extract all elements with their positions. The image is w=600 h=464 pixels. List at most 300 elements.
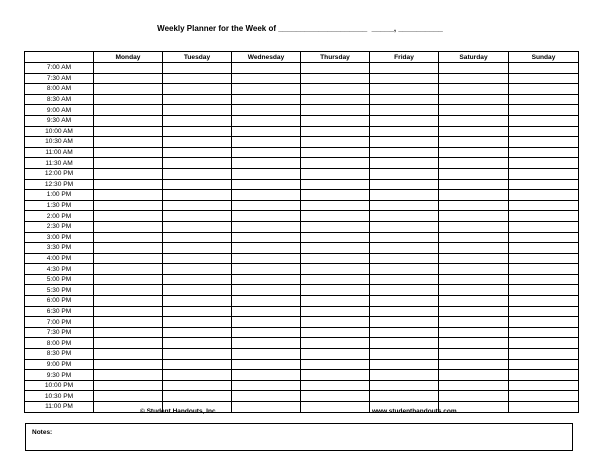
planner-cell-thursday[interactable] bbox=[301, 126, 370, 137]
planner-cell-wednesday[interactable] bbox=[232, 168, 301, 179]
planner-cell-wednesday[interactable] bbox=[232, 253, 301, 264]
table-row bbox=[25, 274, 579, 285]
day-header-friday: Friday bbox=[370, 52, 439, 63]
planner-cell-friday[interactable] bbox=[370, 285, 439, 296]
planner-cell-tuesday[interactable] bbox=[163, 349, 232, 360]
planner-cell-tuesday[interactable] bbox=[163, 380, 232, 391]
planner-cell-thursday[interactable] bbox=[301, 115, 370, 126]
time-slot-label: 5:00 PM bbox=[25, 274, 94, 285]
planner-cell-friday[interactable] bbox=[370, 105, 439, 116]
planner-cell-thursday[interactable] bbox=[301, 285, 370, 296]
table-row bbox=[25, 158, 579, 169]
corner-cell bbox=[25, 52, 94, 63]
planner-cell-saturday[interactable] bbox=[439, 317, 509, 328]
planner-cell-saturday[interactable] bbox=[439, 359, 509, 370]
planner-cell-thursday[interactable] bbox=[301, 190, 370, 201]
day-header-sunday: Sunday bbox=[509, 52, 579, 63]
planner-cell-friday[interactable] bbox=[370, 264, 439, 275]
notes-label: Notes: bbox=[32, 429, 53, 436]
time-slot-label: 3:30 PM bbox=[25, 243, 94, 254]
planner-cell-tuesday[interactable] bbox=[163, 359, 232, 370]
planner-cell-thursday[interactable] bbox=[301, 137, 370, 148]
planner-cell-sunday[interactable] bbox=[509, 158, 579, 169]
planner-cell-saturday[interactable] bbox=[439, 190, 509, 201]
time-slot-label: 10:00 PM bbox=[25, 380, 94, 391]
planner-cell-wednesday[interactable] bbox=[232, 147, 301, 158]
planner-cell-sunday[interactable] bbox=[509, 168, 579, 179]
planner-cell-wednesday[interactable] bbox=[232, 317, 301, 328]
planner-cell-friday[interactable] bbox=[370, 126, 439, 137]
planner-cell-sunday[interactable] bbox=[509, 327, 579, 338]
planner-cell-saturday[interactable] bbox=[439, 147, 509, 158]
table-row bbox=[25, 264, 579, 275]
planner-cell-thursday[interactable] bbox=[301, 211, 370, 222]
table-row bbox=[25, 200, 579, 211]
time-slot-label: 4:00 PM bbox=[25, 253, 94, 264]
planner-cell-wednesday[interactable] bbox=[232, 370, 301, 381]
planner-cell-monday[interactable] bbox=[94, 126, 163, 137]
planner-cell-monday[interactable] bbox=[94, 243, 163, 254]
table-row bbox=[25, 168, 579, 179]
planner-cell-tuesday[interactable] bbox=[163, 370, 232, 381]
planner-cell-saturday[interactable] bbox=[439, 253, 509, 264]
planner-cell-thursday[interactable] bbox=[301, 402, 370, 413]
table-row bbox=[25, 338, 579, 349]
planner-cell-wednesday[interactable] bbox=[232, 327, 301, 338]
planner-cell-friday[interactable] bbox=[370, 380, 439, 391]
planner-cell-tuesday[interactable] bbox=[163, 317, 232, 328]
planner-cell-friday[interactable] bbox=[370, 232, 439, 243]
planner-cell-wednesday[interactable] bbox=[232, 338, 301, 349]
planner-cell-friday[interactable] bbox=[370, 84, 439, 95]
planner-cell-wednesday[interactable] bbox=[232, 200, 301, 211]
planner-cell-tuesday[interactable] bbox=[163, 211, 232, 222]
time-slot-label: 8:30 AM bbox=[25, 94, 94, 105]
planner-cell-monday[interactable] bbox=[94, 179, 163, 190]
planner-cell-monday[interactable] bbox=[94, 274, 163, 285]
planner-cell-tuesday[interactable] bbox=[163, 147, 232, 158]
planner-cell-friday[interactable] bbox=[370, 63, 439, 74]
planner-cell-tuesday[interactable] bbox=[163, 137, 232, 148]
day-header-thursday: Thursday bbox=[301, 52, 370, 63]
time-slot-label: 8:00 PM bbox=[25, 338, 94, 349]
time-slot-label: 9:30 AM bbox=[25, 115, 94, 126]
planner-cell-wednesday[interactable] bbox=[232, 137, 301, 148]
planner-cell-sunday[interactable] bbox=[509, 115, 579, 126]
planner-cell-friday[interactable] bbox=[370, 168, 439, 179]
planner-cell-thursday[interactable] bbox=[301, 73, 370, 84]
planner-cell-friday[interactable] bbox=[370, 274, 439, 285]
planner-cell-friday[interactable] bbox=[370, 147, 439, 158]
footer-website: www.studenthandouts.com bbox=[372, 408, 457, 415]
planner-cell-wednesday[interactable] bbox=[232, 63, 301, 74]
planner-cell-sunday[interactable] bbox=[509, 402, 579, 413]
planner-cell-saturday[interactable] bbox=[439, 84, 509, 95]
table-row bbox=[25, 402, 579, 413]
planner-cell-friday[interactable] bbox=[370, 73, 439, 84]
table-row bbox=[25, 317, 579, 328]
planner-cell-thursday[interactable] bbox=[301, 274, 370, 285]
planner-cell-sunday[interactable] bbox=[509, 274, 579, 285]
planner-cell-monday[interactable] bbox=[94, 370, 163, 381]
planner-cell-sunday[interactable] bbox=[509, 73, 579, 84]
planner-cell-saturday[interactable] bbox=[439, 285, 509, 296]
planner-cell-sunday[interactable] bbox=[509, 179, 579, 190]
planner-cell-wednesday[interactable] bbox=[232, 264, 301, 275]
time-slot-label: 7:00 AM bbox=[25, 63, 94, 74]
planner-cell-monday[interactable] bbox=[94, 359, 163, 370]
planner-cell-friday[interactable] bbox=[370, 296, 439, 307]
planner-cell-thursday[interactable] bbox=[301, 94, 370, 105]
table-row bbox=[25, 126, 579, 137]
planner-cell-thursday[interactable] bbox=[301, 200, 370, 211]
planner-cell-saturday[interactable] bbox=[439, 274, 509, 285]
planner-cell-monday[interactable] bbox=[94, 63, 163, 74]
planner-cell-sunday[interactable] bbox=[509, 253, 579, 264]
planner-cell-sunday[interactable] bbox=[509, 349, 579, 360]
time-slot-label: 7:30 AM bbox=[25, 73, 94, 84]
time-slot-label: 1:30 PM bbox=[25, 200, 94, 211]
planner-cell-sunday[interactable] bbox=[509, 221, 579, 232]
planner-cell-wednesday[interactable] bbox=[232, 126, 301, 137]
table-row bbox=[25, 179, 579, 190]
planner-cell-thursday[interactable] bbox=[301, 306, 370, 317]
planner-cell-friday[interactable] bbox=[370, 327, 439, 338]
planner-cell-wednesday[interactable] bbox=[232, 94, 301, 105]
planner-cell-monday[interactable] bbox=[94, 317, 163, 328]
table-row bbox=[25, 370, 579, 381]
time-slot-label: 6:30 PM bbox=[25, 306, 94, 317]
planner-cell-saturday[interactable] bbox=[439, 391, 509, 402]
planner-cell-tuesday[interactable] bbox=[163, 115, 232, 126]
planner-cell-monday[interactable] bbox=[94, 380, 163, 391]
planner-cell-saturday[interactable] bbox=[439, 158, 509, 169]
planner-cell-thursday[interactable] bbox=[301, 380, 370, 391]
table-row bbox=[25, 232, 579, 243]
time-slot-label: 7:00 PM bbox=[25, 317, 94, 328]
planner-cell-monday[interactable] bbox=[94, 190, 163, 201]
day-header-tuesday: Tuesday bbox=[163, 52, 232, 63]
planner-cell-monday[interactable] bbox=[94, 115, 163, 126]
table-row bbox=[25, 137, 579, 148]
planner-cell-sunday[interactable] bbox=[509, 264, 579, 275]
time-slot-label: 11:00 PM bbox=[25, 402, 94, 413]
planner-cell-sunday[interactable] bbox=[509, 94, 579, 105]
planner-cell-thursday[interactable] bbox=[301, 147, 370, 158]
day-header-wednesday: Wednesday bbox=[232, 52, 301, 63]
planner-cell-thursday[interactable] bbox=[301, 221, 370, 232]
planner-cell-sunday[interactable] bbox=[509, 84, 579, 95]
planner-cell-monday[interactable] bbox=[94, 391, 163, 402]
planner-cell-friday[interactable] bbox=[370, 211, 439, 222]
planner-cell-friday[interactable] bbox=[370, 137, 439, 148]
planner-cell-monday[interactable] bbox=[94, 232, 163, 243]
planner-cell-wednesday[interactable] bbox=[232, 105, 301, 116]
planner-cell-wednesday[interactable] bbox=[232, 274, 301, 285]
planner-cell-saturday[interactable] bbox=[439, 63, 509, 74]
planner-cell-sunday[interactable] bbox=[509, 380, 579, 391]
planner-cell-monday[interactable] bbox=[94, 296, 163, 307]
planner-cell-saturday[interactable] bbox=[439, 306, 509, 317]
planner-cell-monday[interactable] bbox=[94, 94, 163, 105]
table-row bbox=[25, 296, 579, 307]
planner-cell-monday[interactable] bbox=[94, 349, 163, 360]
planner-cell-wednesday[interactable] bbox=[232, 285, 301, 296]
planner-cell-tuesday[interactable] bbox=[163, 179, 232, 190]
planner-cell-friday[interactable] bbox=[370, 221, 439, 232]
time-slot-label: 2:00 PM bbox=[25, 211, 94, 222]
planner-cell-tuesday[interactable] bbox=[163, 232, 232, 243]
time-slot-label: 9:00 AM bbox=[25, 105, 94, 116]
planner-cell-wednesday[interactable] bbox=[232, 115, 301, 126]
planner-cell-thursday[interactable] bbox=[301, 296, 370, 307]
planner-cell-tuesday[interactable] bbox=[163, 338, 232, 349]
planner-cell-saturday[interactable] bbox=[439, 168, 509, 179]
planner-cell-thursday[interactable] bbox=[301, 243, 370, 254]
planner-cell-monday[interactable] bbox=[94, 147, 163, 158]
planner-cell-wednesday[interactable] bbox=[232, 179, 301, 190]
planner-cell-saturday[interactable] bbox=[439, 264, 509, 275]
time-slot-label: 11:30 AM bbox=[25, 158, 94, 169]
planner-cell-sunday[interactable] bbox=[509, 211, 579, 222]
planner-cell-sunday[interactable] bbox=[509, 200, 579, 211]
planner-cell-sunday[interactable] bbox=[509, 190, 579, 201]
planner-cell-monday[interactable] bbox=[94, 158, 163, 169]
planner-cell-friday[interactable] bbox=[370, 306, 439, 317]
time-slot-label: 4:30 PM bbox=[25, 264, 94, 275]
time-slot-label: 10:30 AM bbox=[25, 137, 94, 148]
planner-cell-monday[interactable] bbox=[94, 84, 163, 95]
planner-cell-tuesday[interactable] bbox=[163, 306, 232, 317]
planner-cell-monday[interactable] bbox=[94, 264, 163, 275]
planner-cell-monday[interactable] bbox=[94, 211, 163, 222]
planner-cell-thursday[interactable] bbox=[301, 264, 370, 275]
planner-cell-saturday[interactable] bbox=[439, 94, 509, 105]
planner-cell-tuesday[interactable] bbox=[163, 264, 232, 275]
planner-cell-saturday[interactable] bbox=[439, 137, 509, 148]
planner-cell-monday[interactable] bbox=[94, 73, 163, 84]
planner-cell-sunday[interactable] bbox=[509, 391, 579, 402]
planner-cell-wednesday[interactable] bbox=[232, 84, 301, 95]
planner-cell-wednesday[interactable] bbox=[232, 402, 301, 413]
planner-cell-thursday[interactable] bbox=[301, 232, 370, 243]
table-row bbox=[25, 147, 579, 158]
planner-cell-tuesday[interactable] bbox=[163, 296, 232, 307]
time-slot-label: 5:30 PM bbox=[25, 285, 94, 296]
planner-cell-friday[interactable] bbox=[370, 317, 439, 328]
time-slot-label: 1:00 PM bbox=[25, 190, 94, 201]
planner-cell-tuesday[interactable] bbox=[163, 190, 232, 201]
planner-cell-wednesday[interactable] bbox=[232, 158, 301, 169]
planner-cell-sunday[interactable] bbox=[509, 243, 579, 254]
time-slot-label: 8:00 AM bbox=[25, 84, 94, 95]
time-slot-label: 10:30 PM bbox=[25, 391, 94, 402]
planner-cell-sunday[interactable] bbox=[509, 137, 579, 148]
planner-cell-saturday[interactable] bbox=[439, 243, 509, 254]
planner-cell-monday[interactable] bbox=[94, 137, 163, 148]
planner-cell-sunday[interactable] bbox=[509, 285, 579, 296]
time-slot-label: 3:00 PM bbox=[25, 232, 94, 243]
planner-cell-thursday[interactable] bbox=[301, 179, 370, 190]
planner-cell-saturday[interactable] bbox=[439, 179, 509, 190]
planner-cell-sunday[interactable] bbox=[509, 232, 579, 243]
planner-cell-wednesday[interactable] bbox=[232, 306, 301, 317]
planner-cell-friday[interactable] bbox=[370, 158, 439, 169]
planner-cell-saturday[interactable] bbox=[439, 349, 509, 360]
planner-cell-monday[interactable] bbox=[94, 306, 163, 317]
planner-cell-wednesday[interactable] bbox=[232, 391, 301, 402]
table-row bbox=[25, 84, 579, 95]
planner-cell-saturday[interactable] bbox=[439, 221, 509, 232]
planner-cell-friday[interactable] bbox=[370, 349, 439, 360]
planner-cell-saturday[interactable] bbox=[439, 296, 509, 307]
planner-cell-tuesday[interactable] bbox=[163, 285, 232, 296]
planner-cell-thursday[interactable] bbox=[301, 317, 370, 328]
planner-cell-friday[interactable] bbox=[370, 253, 439, 264]
table-row bbox=[25, 63, 579, 74]
notes-box[interactable] bbox=[25, 423, 573, 451]
planner-cell-monday[interactable] bbox=[94, 168, 163, 179]
planner-cell-saturday[interactable] bbox=[439, 370, 509, 381]
planner-cell-sunday[interactable] bbox=[509, 63, 579, 74]
planner-cell-monday[interactable] bbox=[94, 200, 163, 211]
planner-cell-wednesday[interactable] bbox=[232, 232, 301, 243]
planner-cell-saturday[interactable] bbox=[439, 338, 509, 349]
table-row bbox=[25, 243, 579, 254]
planner-cell-tuesday[interactable] bbox=[163, 158, 232, 169]
planner-cell-tuesday[interactable] bbox=[163, 200, 232, 211]
planner-cell-saturday[interactable] bbox=[439, 200, 509, 211]
day-header-saturday: Saturday bbox=[439, 52, 509, 63]
planner-cell-saturday[interactable] bbox=[439, 105, 509, 116]
planner-cell-monday[interactable] bbox=[94, 285, 163, 296]
header-row bbox=[25, 52, 579, 63]
time-slot-label: 12:00 PM bbox=[25, 168, 94, 179]
planner-cell-thursday[interactable] bbox=[301, 168, 370, 179]
planner-cell-friday[interactable] bbox=[370, 359, 439, 370]
planner-cell-sunday[interactable] bbox=[509, 147, 579, 158]
planner-cell-wednesday[interactable] bbox=[232, 296, 301, 307]
planner-cell-sunday[interactable] bbox=[509, 317, 579, 328]
planner-cell-tuesday[interactable] bbox=[163, 105, 232, 116]
time-slot-label: 6:00 PM bbox=[25, 296, 94, 307]
planner-cell-friday[interactable] bbox=[370, 190, 439, 201]
planner-cell-wednesday[interactable] bbox=[232, 211, 301, 222]
planner-cell-thursday[interactable] bbox=[301, 359, 370, 370]
time-slot-label: 9:30 PM bbox=[25, 370, 94, 381]
planner-cell-saturday[interactable] bbox=[439, 211, 509, 222]
planner-cell-tuesday[interactable] bbox=[163, 84, 232, 95]
table-row bbox=[25, 190, 579, 201]
planner-cell-friday[interactable] bbox=[370, 370, 439, 381]
planner-cell-thursday[interactable] bbox=[301, 63, 370, 74]
planner-cell-tuesday[interactable] bbox=[163, 126, 232, 137]
planner-cell-thursday[interactable] bbox=[301, 105, 370, 116]
planner-cell-friday[interactable] bbox=[370, 115, 439, 126]
planner-cell-wednesday[interactable] bbox=[232, 380, 301, 391]
planner-cell-thursday[interactable] bbox=[301, 158, 370, 169]
planner-table bbox=[24, 51, 579, 413]
table-row bbox=[25, 253, 579, 264]
planner-cell-tuesday[interactable] bbox=[163, 63, 232, 74]
planner-cell-sunday[interactable] bbox=[509, 306, 579, 317]
planner-cell-sunday[interactable] bbox=[509, 105, 579, 116]
planner-cell-friday[interactable] bbox=[370, 94, 439, 105]
planner-cell-tuesday[interactable] bbox=[163, 327, 232, 338]
planner-cell-tuesday[interactable] bbox=[163, 274, 232, 285]
planner-cell-friday[interactable] bbox=[370, 200, 439, 211]
planner-cell-monday[interactable] bbox=[94, 105, 163, 116]
planner-cell-sunday[interactable] bbox=[509, 359, 579, 370]
planner-cell-saturday[interactable] bbox=[439, 232, 509, 243]
planner-cell-thursday[interactable] bbox=[301, 391, 370, 402]
planner-cell-wednesday[interactable] bbox=[232, 221, 301, 232]
time-slot-label: 11:00 AM bbox=[25, 147, 94, 158]
table-row bbox=[25, 391, 579, 402]
planner-cell-tuesday[interactable] bbox=[163, 168, 232, 179]
planner-cell-monday[interactable] bbox=[94, 221, 163, 232]
planner-cell-saturday[interactable] bbox=[439, 327, 509, 338]
table-row bbox=[25, 221, 579, 232]
planner-cell-tuesday[interactable] bbox=[163, 221, 232, 232]
day-header-monday: Monday bbox=[94, 52, 163, 63]
table-row bbox=[25, 73, 579, 84]
planner-cell-wednesday[interactable] bbox=[232, 73, 301, 84]
planner-cell-saturday[interactable] bbox=[439, 73, 509, 84]
planner-cell-thursday[interactable] bbox=[301, 327, 370, 338]
time-slot-label: 2:30 PM bbox=[25, 221, 94, 232]
planner-cell-thursday[interactable] bbox=[301, 370, 370, 381]
planner-cell-wednesday[interactable] bbox=[232, 359, 301, 370]
footer-copyright: © Student Handouts, Inc. bbox=[140, 408, 218, 415]
planner-cell-saturday[interactable] bbox=[439, 126, 509, 137]
table-row bbox=[25, 105, 579, 116]
planner-cell-friday[interactable] bbox=[370, 338, 439, 349]
planner-cell-tuesday[interactable] bbox=[163, 391, 232, 402]
planner-cell-thursday[interactable] bbox=[301, 253, 370, 264]
planner-cell-tuesday[interactable] bbox=[163, 73, 232, 84]
time-slot-label: 7:30 PM bbox=[25, 327, 94, 338]
planner-cell-monday[interactable] bbox=[94, 338, 163, 349]
planner-cell-sunday[interactable] bbox=[509, 338, 579, 349]
table-row bbox=[25, 327, 579, 338]
planner-cell-thursday[interactable] bbox=[301, 349, 370, 360]
planner-cell-friday[interactable] bbox=[370, 179, 439, 190]
planner-cell-wednesday[interactable] bbox=[232, 243, 301, 254]
planner-cell-tuesday[interactable] bbox=[163, 253, 232, 264]
planner-cell-sunday[interactable] bbox=[509, 296, 579, 307]
planner-cell-friday[interactable] bbox=[370, 391, 439, 402]
table-row bbox=[25, 380, 579, 391]
planner-cell-monday[interactable] bbox=[94, 327, 163, 338]
planner-cell-sunday[interactable] bbox=[509, 370, 579, 381]
planner-cell-monday[interactable] bbox=[94, 253, 163, 264]
planner-cell-tuesday[interactable] bbox=[163, 94, 232, 105]
planner-cell-saturday[interactable] bbox=[439, 380, 509, 391]
page-title: Weekly Planner for the Week of ____________________ _____, __________ bbox=[157, 24, 443, 33]
planner-cell-thursday[interactable] bbox=[301, 84, 370, 95]
planner-cell-saturday[interactable] bbox=[439, 115, 509, 126]
planner-cell-friday[interactable] bbox=[370, 243, 439, 254]
time-slot-label: 9:00 PM bbox=[25, 359, 94, 370]
table-row bbox=[25, 285, 579, 296]
planner-cell-wednesday[interactable] bbox=[232, 349, 301, 360]
planner-cell-thursday[interactable] bbox=[301, 338, 370, 349]
table-row bbox=[25, 211, 579, 222]
planner-cell-tuesday[interactable] bbox=[163, 243, 232, 254]
planner-cell-wednesday[interactable] bbox=[232, 190, 301, 201]
planner-cell-sunday[interactable] bbox=[509, 126, 579, 137]
